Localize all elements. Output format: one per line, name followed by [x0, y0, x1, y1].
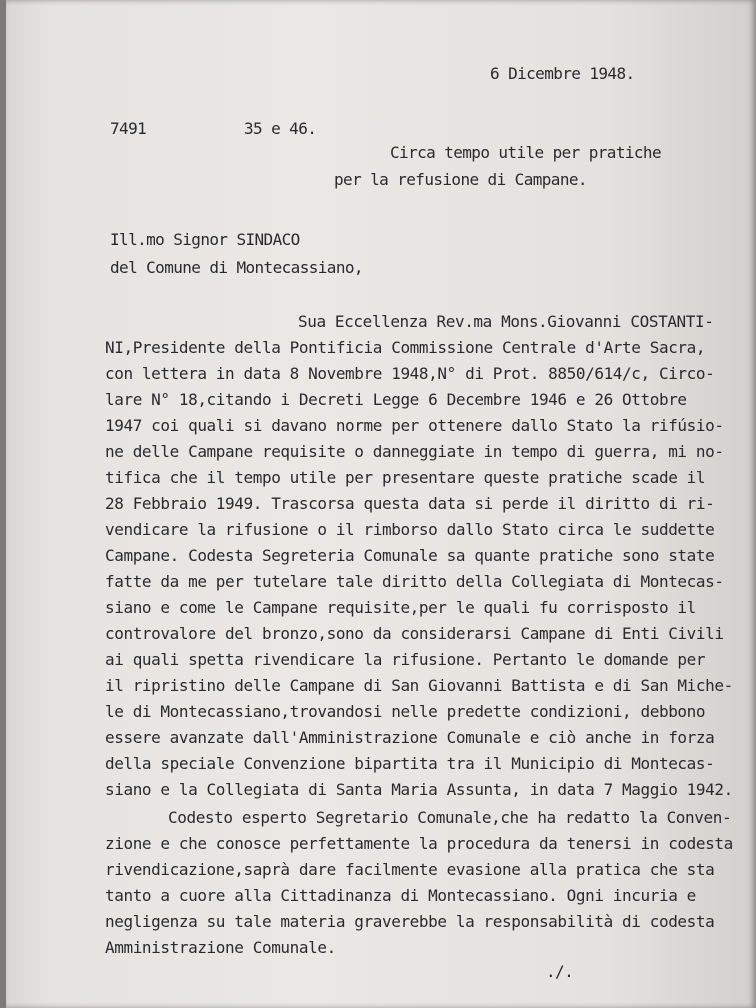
body-line: della speciale Convenzione bipartita tra il Municipio di Montecas- [105, 754, 715, 773]
body-line: negligenza su tale materia graverebbe la responsabilità di codesta [105, 912, 715, 931]
body-line: tifica che il tempo utile per presentare queste pratiche scade il [105, 468, 706, 487]
recipient-title: Ill.mo Signor SINDACO [110, 230, 300, 249]
body-line: lare N° 18,citando i Decreti Legge 6 Decembre 1946 e 26 Ottobre [105, 390, 687, 409]
body-line: Sua Eccellenza Rev.ma Mons.Giovanni COSTANTI- [298, 312, 714, 331]
body-line: siano e come le Campane requisite,per le quali fu corrisposto il [105, 598, 696, 617]
subject-line-2: per la refusione di Campane. [334, 170, 587, 189]
letter-page [6, 0, 756, 1008]
body-line: NI,Presidente della Pontificia Commissione Centrale d'Arte Sacra, [105, 338, 706, 357]
body-line: ai quali spetta rivendicare la rifusione. Pertanto le domande per [105, 650, 706, 669]
body-line: Amministrazione Comunale. [105, 938, 336, 957]
body-line: 1947 coi quali si davano norme per ottenere dallo Stato la rifúsio- [105, 416, 724, 435]
body-line: controvalore del bronzo,sono da considerarsi Campane di Enti Civili [105, 624, 724, 643]
reference-number: 7491 [110, 119, 147, 138]
body-line: con lettera in data 8 Novembre 1948,N° di Prot. 8850/614/c, Circo- [105, 364, 715, 383]
reference-pages: 35 e 46. [244, 119, 317, 138]
body-line: ne delle Campane requisite o danneggiate in tempo di guerra, mi no- [105, 442, 724, 461]
body-line: le di Montecassiano,trovandosi nelle predette condizioni, debbono [105, 702, 706, 721]
body-line: vendicare la rifusione o il rimborso dallo Stato circa le suddette [105, 520, 715, 539]
body-line: zione e che conosce perfettamente la procedura da tenersi in codesta [105, 834, 733, 853]
subject-line-1: Circa tempo utile per pratiche [390, 143, 661, 162]
body-line: rivendicazione,saprà dare facilmente evasione alla pratica che sta [105, 860, 715, 879]
body-line: siano e la Collegiata di Santa Maria Assunta, in data 7 Maggio 1942. [105, 780, 733, 799]
body-line: il ripristino delle Campane di San Giovanni Battista e di San Miche- [105, 676, 733, 695]
body-line: Codesto esperto Segretario Comunale,che ha redatto la Conven- [168, 808, 732, 827]
continuation-mark: ./. [546, 962, 574, 981]
recipient-address: del Comune di Montecassiano, [110, 258, 363, 277]
body-line: Campane. Codesta Segreteria Comunale sa quante pratiche sono state [105, 546, 715, 565]
body-line: 28 Febbraio 1949. Trascorsa questa data si perde il diritto di ri- [105, 494, 715, 513]
letter-date: 6 Dicembre 1948. [490, 64, 635, 83]
body-line: tanto a cuore alla Cittadinanza di Montecassiano. Ogni incuria e [105, 886, 696, 905]
body-line: essere avanzate dall'Amministrazione Comunale e ciò anche in forza [105, 728, 715, 747]
body-line: fatte da me per tutelare tale diritto della Collegiata di Montecas- [105, 572, 724, 591]
